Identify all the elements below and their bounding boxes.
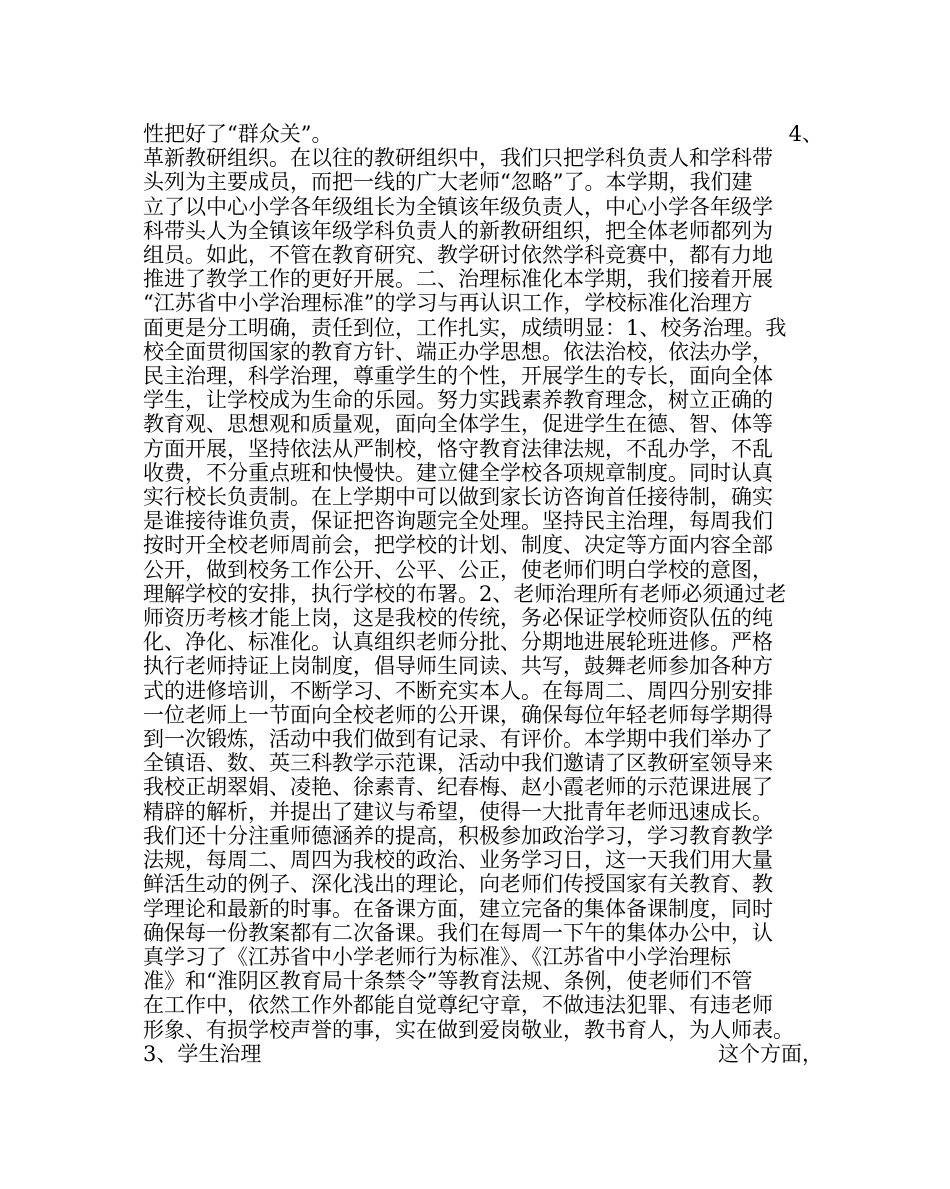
text-line: 在工作中，依然工作外都能自觉尊纪守章，不做违法犯罪、有违老师 xyxy=(143,993,773,1018)
text-line: 化、净化、标准化。认真组织老师分批、分期地进展轮班进修。严格 xyxy=(143,630,773,655)
text-line: 按时开全校老师周前会，把学校的计划、制度、决定等方面内容全部 xyxy=(143,533,773,558)
text-line: 收费，不分重点班和快慢快。建立健全学校各项规章制度。同时认真 xyxy=(143,460,773,485)
text-line: 执行老师持证上岗制度，倡导师生同读、共写，鼓舞老师参加各种方 xyxy=(143,654,773,679)
text-line-last-left: 3、学生治理 xyxy=(143,1041,262,1066)
text-line: 确保每一份教案都有二次备课。我们在每周一下午的集体办公中，认 xyxy=(143,920,773,945)
text-line: 法规，每周二、周四为我校的政治、业务学习日，这一天我们用大量 xyxy=(143,848,773,873)
text-line: 我们还十分注重师德涵养的提高，积极参加政治学习，学习教育教学 xyxy=(143,823,773,848)
text-line: 真学习了《江苏省中小学老师行为标准》、《江苏省中小学治理标 xyxy=(143,944,731,969)
text-line: 式的进修培训，不断学习、不断充实本人。在每周二、周四分别安排 xyxy=(143,678,773,703)
body-text xyxy=(143,122,823,1066)
text-line: 立了以中心小学各年级组长为全镇该年级负责人，中心小学各年级学 xyxy=(143,194,773,219)
text-line-first xyxy=(143,122,823,146)
text-line: 头列为主要成员，而把一线的广大老师“忽略”了。本学期，我们建 xyxy=(143,170,753,195)
text-line: 鲜活生动的例子、深化浅出的理论，向老师们传授国家有关教育、教 xyxy=(143,872,773,897)
text-line: 精辟的解析，并提出了建议与希望，使得一大批青年老师迅速成长。 xyxy=(143,799,773,824)
text-line: 学理论和最新的时事。在备课方面，建立完备的集体备课制度，同时 xyxy=(143,896,773,921)
text-line-last-right: 这个方面， xyxy=(718,1041,823,1066)
text-line: 准》和“淮阴区教育局十条禁令”等教育法规、条例，使老师们不管 xyxy=(143,969,753,994)
text-line: 我校正胡翠娟、凌艳、徐素青、纪春梅、赵小霞老师的示范课进展了 xyxy=(143,775,773,800)
text-line: 是谁接待谁负责，保证把咨询题完全处理。坚持民主治理，每周我们 xyxy=(143,509,773,534)
text-line: 组员。如此，不管在教育研究、教学研讨依然学科竞赛中，都有力地 xyxy=(143,243,773,268)
text-line: 方面开展，坚持依法从严制校，恪守教育法律法规，不乱办学，不乱 xyxy=(143,436,773,461)
text-line: 学生，让学校成为生命的乐园。努力实践素养教育理念，树立正确的 xyxy=(143,388,773,413)
text-line: “江苏省中小学治理标准”的学习与再认识工作，学校标准化治理方 xyxy=(143,291,753,316)
text-line: 民主治理，科学治理，尊重学生的个性，开展学生的专长，面向全体 xyxy=(143,364,773,389)
text-line: 形象、有损学校声誉的事，实在做到爱岗敬业，教书育人，为人师表。 xyxy=(143,1017,794,1042)
text-line: 科带头人为全镇该年级学科负责人的新教研组织，把全体老师都列为 xyxy=(143,218,773,243)
text-line: 推进了教学工作的更好开展。二、治理标准化本学期，我们接着开展 xyxy=(143,267,773,292)
text-line: 师资历考核才能上岗，这是我校的传统，务必保证学校师资队伍的纯 xyxy=(143,606,773,631)
text-line: 革新教研组织。在以往的教研组织中，我们只把学科负责人和学科带 xyxy=(143,146,773,171)
text-line: 校全面贯彻国家的教育方针、端正办学思想。依法治校，依法办学， xyxy=(143,339,773,364)
text-line-last xyxy=(143,1042,823,1066)
text-line: 教育观、思想观和质量观，面向全体学生，促进学生在德、智、体等 xyxy=(143,412,773,437)
text-line: 理解学校的安排，执行学校的布署。2、老师治理所有老师必须通过老 xyxy=(143,581,787,606)
text-line: 到一次锻炼，活动中我们做到有记录、有评价。本学期中我们举办了 xyxy=(143,727,773,752)
text-line: 实行校长负责制。在上学期中可以做到家长访咨询首任接待制，确实 xyxy=(143,485,773,510)
text-line: 一位老师上一节面向全校老师的公开课，确保每位年轻老师每学期得 xyxy=(143,702,773,727)
text-line-first-right: 4、 xyxy=(788,122,823,146)
text-line: 面更是分工明确，责任到位，工作扎实，成绩明显：1、校务治理。我 xyxy=(143,315,787,340)
text-line: 全镇语、数、英三科教学示范课，活动中我们邀请了区教研室领导来 xyxy=(143,751,773,776)
text-line-first-left: 性把好了“群众关”。 xyxy=(143,122,333,146)
text-line: 公开，做到校务工作公开、公平、公正，使老师们明白学校的意图， xyxy=(143,557,773,582)
